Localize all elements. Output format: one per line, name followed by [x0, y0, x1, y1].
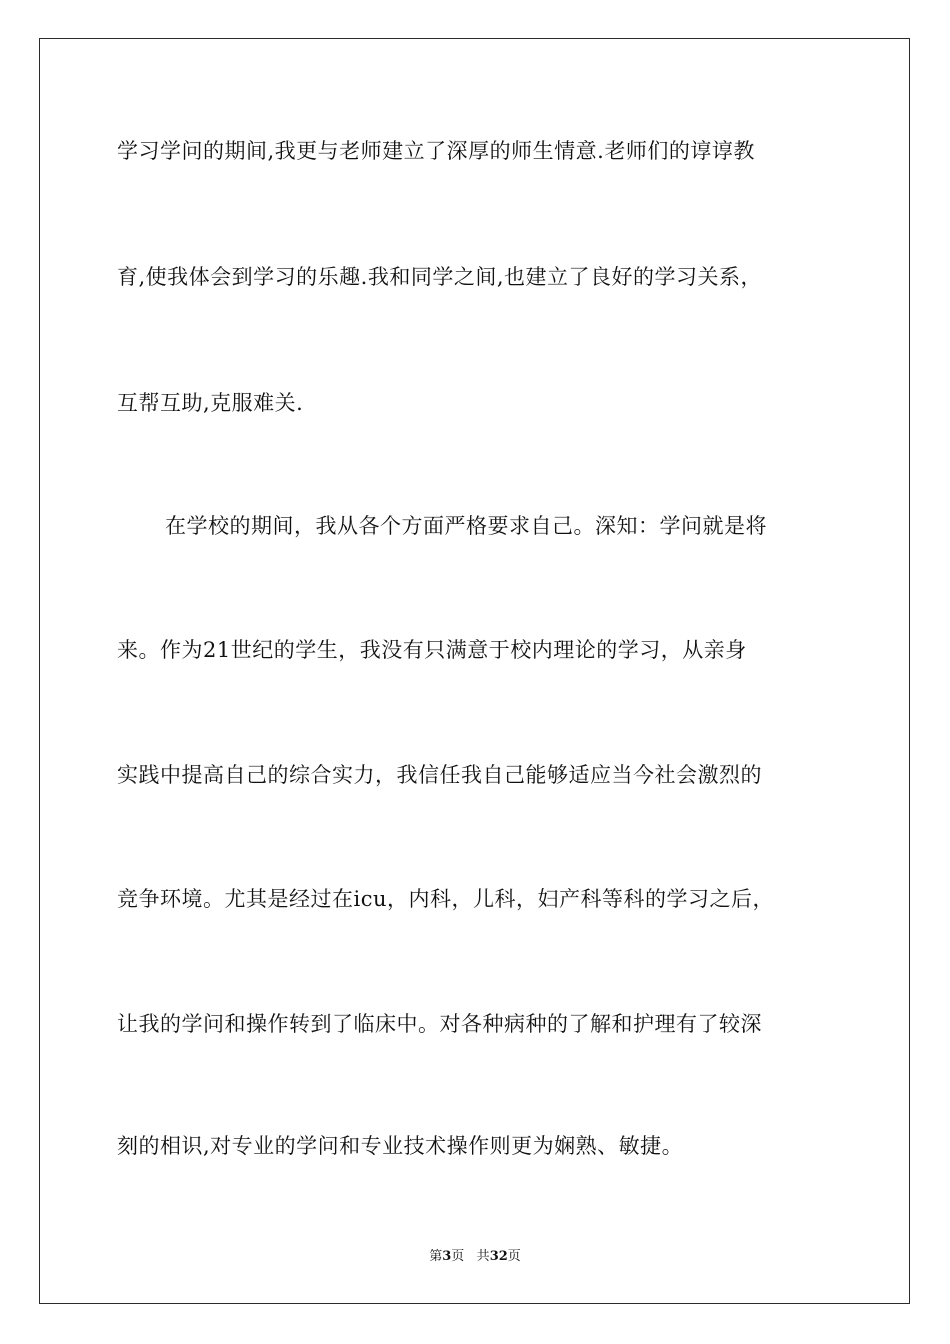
footer-total-prefix: 共	[476, 1249, 490, 1264]
paragraph-2-line-6: 刻的相识,对专业的学问和专业技术操作则更为娴熟、敏捷。	[117, 1134, 684, 1158]
page-footer	[0, 1248, 950, 1266]
paragraph-2-line-4: 竞争环境。尤其是经过在icu，内科，儿科，妇产科等科的学习之后，	[117, 887, 774, 911]
page-frame	[39, 38, 910, 1304]
paragraph-2-line-5: 让我的学问和操作转到了临床中。对各种病种的了解和护理有了较深	[117, 1012, 762, 1036]
footer-prefix: 第	[429, 1249, 443, 1264]
footer-current-page: 3	[442, 1249, 452, 1264]
paragraph-2-line-3: 实践中提高自己的综合实力，我信任我自己能够适应当今社会激烈的	[117, 763, 762, 787]
paragraph-1-line-1: 学习学问的期间,我更与老师建立了深厚的师生情意.老师们的谆谆教	[117, 139, 755, 163]
footer-page-suffix: 页	[451, 1249, 465, 1264]
paragraph-1-line-3: 互帮互助,克服难关.	[117, 391, 304, 415]
paragraph-1-line-2: 育,使我体会到学习的乐趣.我和同学之间,也建立了良好的学习关系，	[117, 265, 763, 289]
paragraph-2-line-2: 来。作为21世纪的学生，我没有只满意于校内理论的学习，从亲身	[117, 638, 747, 662]
paragraph-2-line-1: 在学校的期间，我从各个方面严格要求自己。深知：学问就是将	[165, 514, 767, 538]
footer-total-suffix: 页	[507, 1249, 521, 1264]
footer-total-pages: 32	[489, 1249, 508, 1264]
